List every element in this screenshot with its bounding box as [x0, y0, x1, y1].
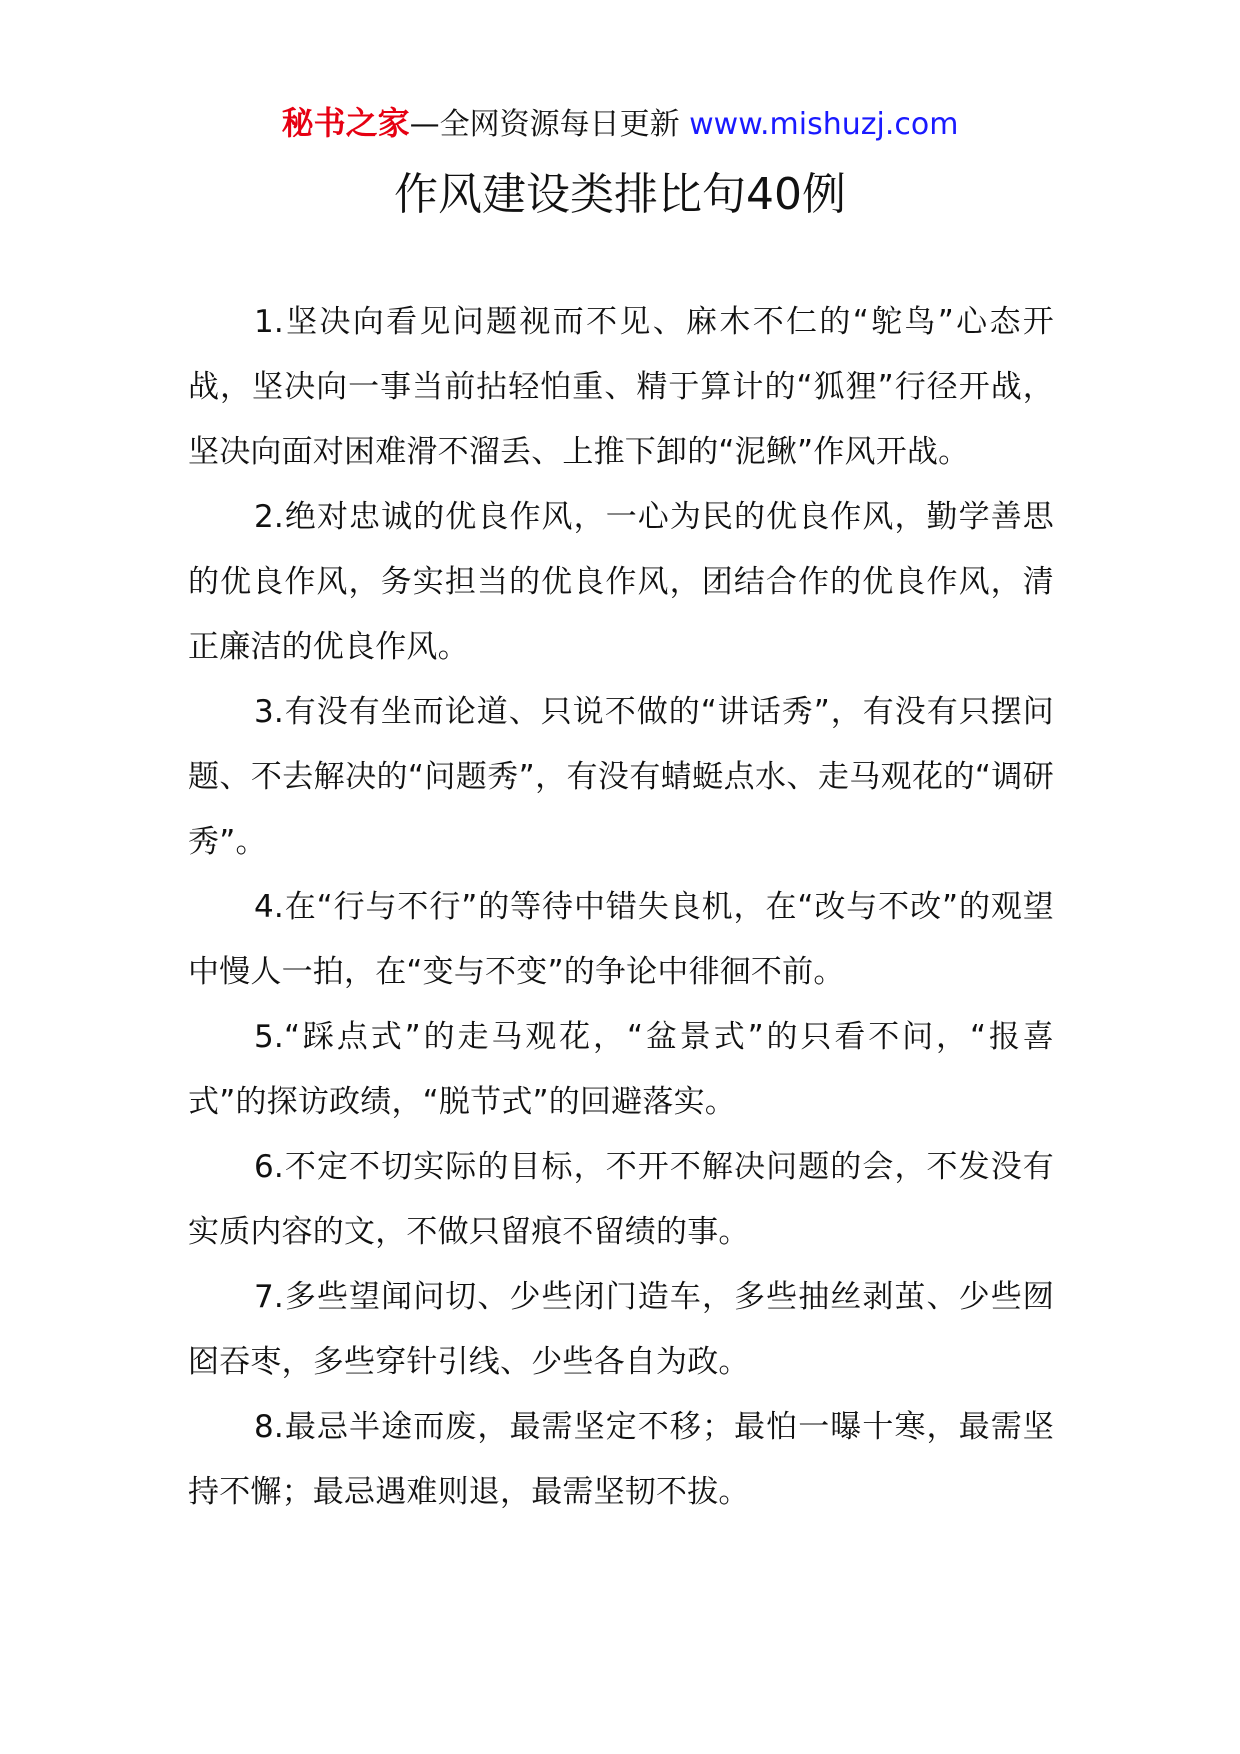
paragraph-6: 6.不定不切实际的目标，不开不解决问题的会，不发没有实质内容的文，不做只留痕不留绩的事。 — [188, 1149, 1054, 1250]
paragraph-7: 7.多些望闻问切、少些闭门造车，多些抽丝剥茧、少些囫囵吞枣，多些穿针引线、少些各自为政。 — [188, 1279, 1054, 1380]
paragraph-1: 1.坚决向看见问题视而不见、麻木不仁的“鸵鸟”心态开战，坚决向一事当前拈轻怕重、精于算计的“狐狸”行径开战，坚决向面对困难滑不溜丢、上推下卸的“泥鳅”作风开战。 — [188, 304, 1054, 470]
document-title: 作风建设类排比句40例 — [394, 169, 846, 220]
document-body — [188, 290, 1054, 1525]
brand-name: 秘书之家 — [281, 104, 410, 142]
paragraph-3: 3.有没有坐而论道、只说不做的“讲话秀”，有没有只摆问题、不去解决的“问题秀”，有没有蜻蜓点水、走马观花的“调研秀”。 — [188, 694, 1054, 860]
paragraph-2: 2.绝对忠诚的优良作风，一心为民的优良作风，勤学善思的优良作风，务实担当的优良作风，团结合作的优良作风，清正廉洁的优良作风。 — [188, 499, 1054, 665]
paragraph-4: 4.在“行与不行”的等待中错失良机，在“改与不改”的观望中慢人一拍，在“变与不变”的争论中徘徊不前。 — [188, 889, 1054, 990]
site-header — [0, 100, 1240, 148]
paragraph-8: 8.最忌半途而废，最需坚定不移；最怕一曝十寒，最需坚持不懈；最忌遇难则退，最需坚韧不拔。 — [188, 1409, 1054, 1510]
site-url-link[interactable]: www.mishuzj.com — [689, 107, 959, 142]
paragraph-5: 5.“踩点式”的走马观花，“盆景式”的只看不问，“报喜式”的探访政绩，“脱节式”的回避落实。 — [188, 1019, 1054, 1120]
header-tagline: —全网资源每日更新 — [409, 107, 680, 142]
